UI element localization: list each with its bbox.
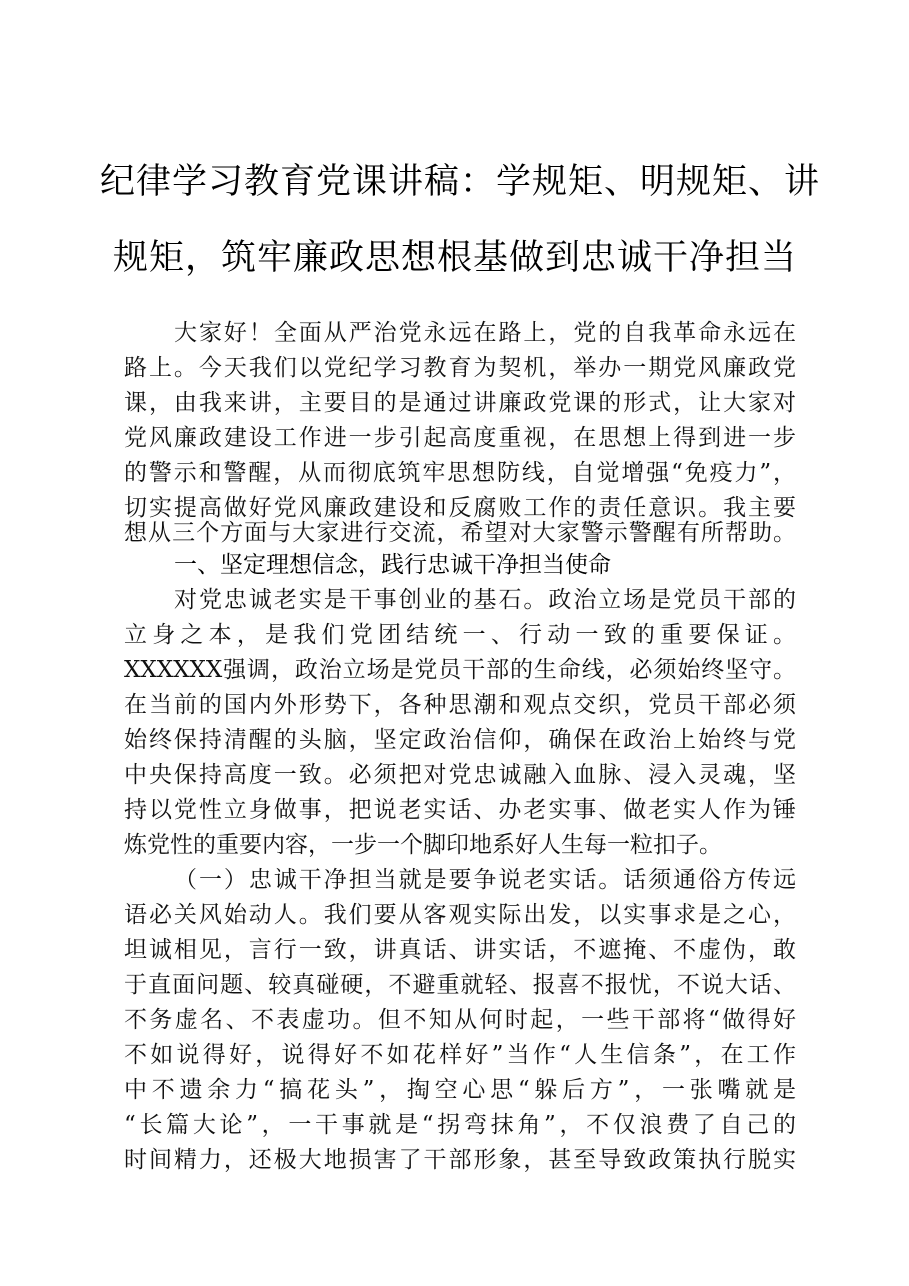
paragraph-line: 中不遗余力“搞花头”，掏空心思“躲后方”，一张嘴就是	[124, 1077, 796, 1103]
paragraph-line: 始终保持清醒的头脑，坚定政治信仰，确保在政治上始终与党	[124, 727, 796, 753]
paragraph-line: 持以党性立身做事，把说老实话、办老实事、做老实人作为锤	[124, 797, 796, 823]
paragraph-line: 对党忠诚老实是干事创业的基石。政治立场是党员干部的	[174, 587, 796, 613]
paragraph-line: 立身之本，是我们党团结统一、行动一致的重要保证。	[124, 622, 796, 648]
paragraph-line: 炼党性的重要内容，一步一个脚印地系好人生每一粒扣子。	[124, 832, 722, 858]
paragraph-line: 切实提高做好党风廉政建设和反腐败工作的责任意识。我主要	[124, 495, 796, 521]
paragraph-line: 想从三个方面与大家进行交流，希望对大家警示警醒有所帮助。	[124, 520, 796, 546]
paragraph-line: 不务虚名、不表虚功。但不知从何时起，一些干部将“做得好	[124, 1007, 796, 1033]
paragraph-line: 语必关风始动人。我们要从客观实际出发，以实事求是之心，	[124, 902, 796, 928]
paragraph-line: 于直面问题、较真碰硬，不避重就轻、报喜不报忧，不说大话、	[124, 972, 796, 998]
paragraph-line: 坦诚相见，言行一致，讲真话、讲实话，不遮掩、不虚伪，敢	[124, 937, 796, 963]
paragraph-line: 大家好！全面从严治党永远在路上，党的自我革命永远在	[174, 320, 796, 346]
section-heading: 一、坚定理想信念，践行忠诚干净担当使命	[174, 552, 611, 578]
paragraph-line: 的警示和警醒，从而彻底筑牢思想防线，自觉增强“免疫力”，	[124, 460, 796, 486]
document-title-line-1: 纪律学习教育党课讲稿：学规矩、明规矩、讲	[100, 162, 821, 202]
paragraph-line: XXXXXX强调，政治立场是党员干部的生命线，必须始终坚守。	[124, 657, 796, 683]
paragraph-line: 在当前的国内外形势下，各种思潮和观点交织，党员干部必须	[124, 692, 796, 718]
paragraph-line: “长篇大论”，一干事就是“拐弯抹角”，不仅浪费了自己的	[124, 1112, 796, 1138]
paragraph-line: 课，由我来讲，主要目的是通过讲廉政党课的形式，让大家对	[124, 390, 796, 416]
paragraph-line: 不如说得好，说得好不如花样好”当作“人生信条”，在工作	[124, 1042, 796, 1068]
paragraph-line: 中央保持高度一致。必须把对党忠诚融入血脉、浸入灵魂，坚	[124, 762, 796, 788]
paragraph-line: （一）忠诚干净担当就是要争说老实话。话须通俗方传远	[174, 867, 796, 893]
paragraph-line: 时间精力，还极大地损害了干部形象，甚至导致政策执行脱实	[124, 1147, 796, 1173]
paragraph-line: 路上。今天我们以党纪学习教育为契机，举办一期党风廉政党	[124, 355, 796, 381]
paragraph-line: 党风廉政建设工作进一步引起高度重视，在思想上得到进一步	[124, 425, 796, 451]
document-title-line-2: 规矩，筑牢廉政思想根基做到忠诚干净担当	[112, 238, 797, 278]
